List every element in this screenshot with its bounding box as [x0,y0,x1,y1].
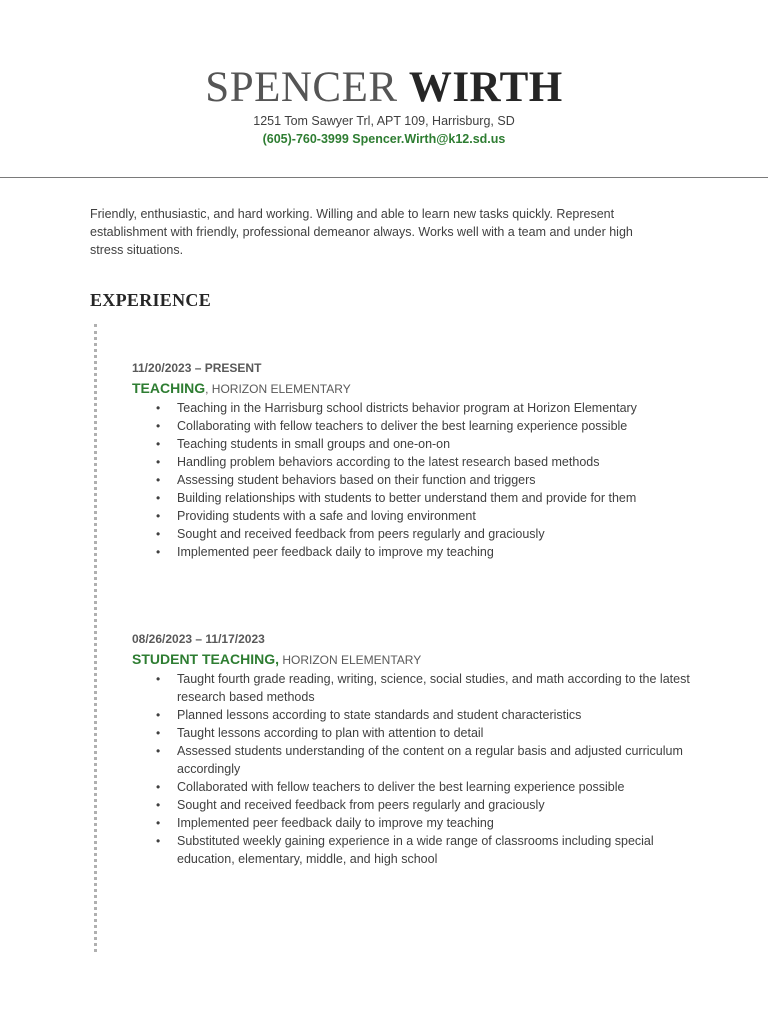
job-bullet-list [132,670,692,868]
job-entry [132,630,692,868]
bullet-icon: • [156,672,161,686]
bullet-item [156,435,692,453]
bullet-item [156,417,692,435]
bullet-icon: • [156,401,161,415]
applicant-name [0,62,768,114]
bullet-text: Taught fourth grade reading, writing, science, social studies, and math according to the latest research based methods [177,672,690,704]
bullet-icon: • [156,744,161,758]
bullet-icon: • [156,545,161,559]
bullet-item [156,399,692,417]
bullet-item [156,706,692,724]
contact-line [0,131,768,148]
bullet-item [156,670,692,706]
last-name: WIRTH [408,64,563,111]
bullet-text: Implemented peer feedback daily to improve my teaching [177,816,494,830]
bullet-icon: • [156,798,161,812]
job-title-line [132,378,692,399]
job-dates: 08/26/2023 – 11/17/2023 [132,632,265,646]
job-role: STUDENT TEACHING, [132,651,279,667]
bullet-text: Collaborated with fellow teachers to deliver the best learning experience possible [177,780,625,794]
bullet-icon: • [156,455,161,469]
bullet-item [156,507,692,525]
bullet-text: Implemented peer feedback daily to improve my teaching [177,545,494,559]
bullet-text: Handling problem behaviors according to the latest research based methods [177,455,600,469]
bullet-text: Teaching in the Harrisburg school districts behavior program at Horizon Elementary [177,401,637,415]
job-role: TEACHING [132,380,206,396]
email-address: Spencer.Wirth@k12.sd.us [352,132,506,146]
bullet-text: Building relationships with students to better understand them and provide for them [177,491,637,505]
bullet-item [156,778,692,796]
bullet-item [156,832,692,868]
experience-heading: EXPERIENCE [90,290,212,310]
bullet-text: Assessed students understanding of the content on a regular basis and adjusted curriculum accordingly [177,744,683,776]
header-divider [0,177,768,178]
bullet-item [156,796,692,814]
bullet-icon: • [156,419,161,433]
bullet-icon: • [156,473,161,487]
bullet-icon: • [156,527,161,541]
bullet-item [156,742,692,778]
bullet-text: Collaborating with fellow teachers to deliver the best learning experience possible [177,419,628,433]
bullet-text: Providing students with a safe and loving environment [177,509,476,523]
summary-paragraph: Friendly, enthusiastic, and hard working. Willing and able to learn new tasks quickly. Represent establishment with friendly, professional demeanor always. Works well with a team and under high stress situations. [90,207,633,257]
bullet-text: Teaching students in small groups and one-on-on [177,437,451,451]
bullet-item [156,724,692,742]
bullet-item [156,471,692,489]
bullet-icon: • [156,437,161,451]
bullet-text: Sought and received feedback from peers regularly and graciously [177,527,545,541]
bullet-text: Planned lessons according to state standards and student characteristics [177,708,582,722]
bullet-text: Taught lessons according to plan with attention to detail [177,726,484,740]
bullet-icon: • [156,780,161,794]
job-employer: , HORIZON ELEMENTARY [205,382,351,396]
bullet-item [156,489,692,507]
job-bullet-list [132,399,692,561]
job-dates: 11/20/2023 – PRESENT [132,361,262,375]
bullet-icon: • [156,509,161,523]
address: 1251 Tom Sawyer Trl, APT 109, Harrisburg, SD [253,114,515,128]
bullet-text: Sought and received feedback from peers regularly and graciously [177,798,545,812]
bullet-item [156,543,692,561]
bullet-text: Substituted weekly gaining experience in a wide range of classrooms including special education, elementary, middle, and high school [177,834,654,866]
bullet-item [156,814,692,832]
job-entry [132,359,692,561]
bullet-icon: • [156,708,161,722]
bullet-item [156,525,692,543]
bullet-icon: • [156,726,161,740]
bullet-icon: • [156,816,161,830]
bullet-item [156,453,692,471]
timeline-dotted-line [94,324,97,952]
first-name: SPENCER [205,64,398,111]
bullet-text: Assessing student behaviors based on their function and triggers [177,473,536,487]
job-title-line [132,649,692,670]
phone-number: (605)-760-3999 [262,132,349,146]
bullet-icon: • [156,491,161,505]
job-employer: HORIZON ELEMENTARY [279,653,422,667]
bullet-icon: • [156,834,161,848]
